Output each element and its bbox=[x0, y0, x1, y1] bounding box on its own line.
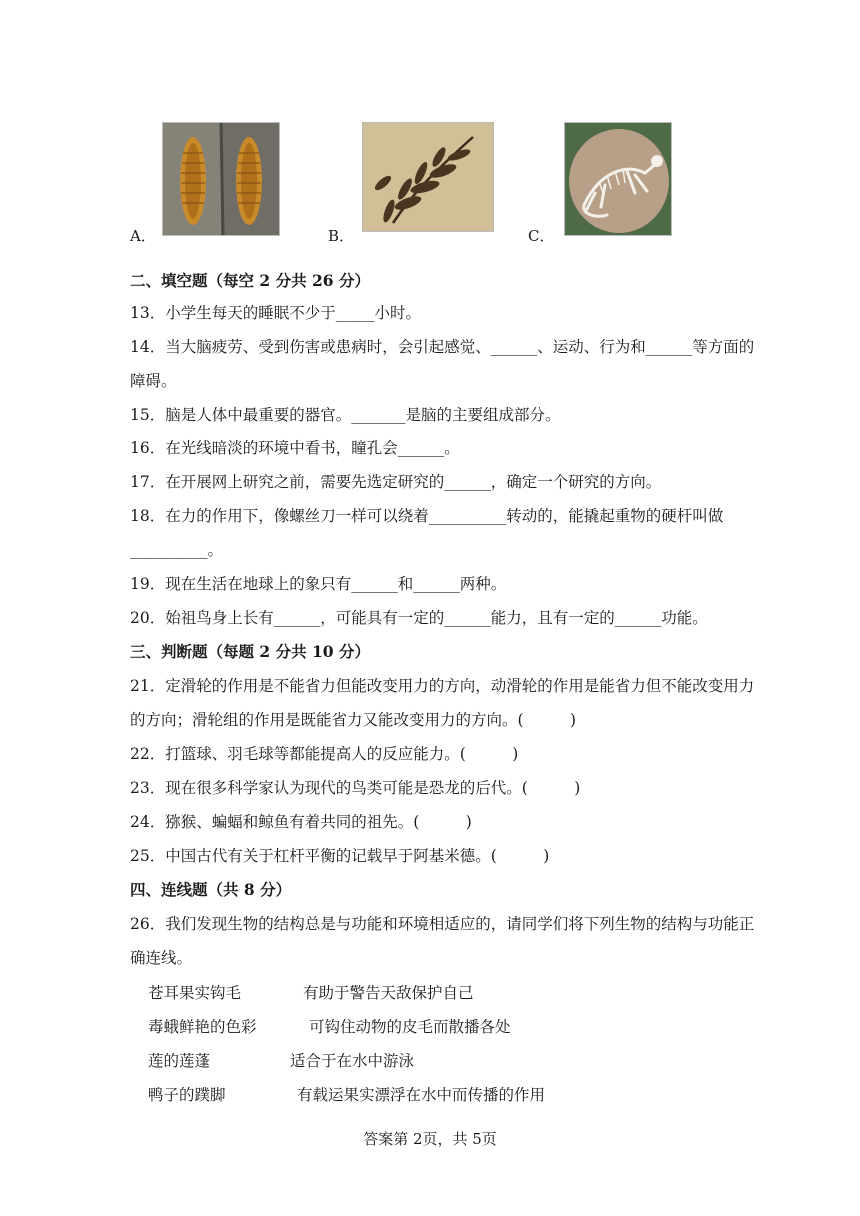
match-right-item: 有载运果实漂浮在水中而传播的作用 bbox=[297, 1086, 546, 1104]
question-17: 17．在开展网上研究之前，需要先选定研究的______，确定一个研究的方向。 bbox=[130, 473, 662, 491]
match-left-item: 毒蛾鲜艳的色彩 bbox=[148, 1018, 257, 1036]
question-16: 16．在光线暗淡的环境中看书，瞳孔会______。 bbox=[130, 439, 460, 457]
option-a bbox=[130, 118, 290, 248]
match-right-item: 有助于警告天敌保护自己 bbox=[303, 984, 474, 1002]
question-26-line2: 确连线。 bbox=[130, 949, 193, 967]
question-21-line1: 21．定滑轮的作用是不能省力但能改变用力的方向，动滑轮的作用是能省力但不能改变用力 bbox=[130, 677, 755, 695]
match-left-item: 苍耳果实钩毛 bbox=[148, 984, 242, 1002]
question-25: 25．中国古代有关于杠杆平衡的记载早于阿基米德。( ) bbox=[130, 847, 550, 865]
option-a-label: A． bbox=[130, 227, 156, 245]
question-20: 20．始祖鸟身上长有______，可能具有一定的______能力，且有一定的______功能。 bbox=[130, 609, 708, 627]
option-b-label: B． bbox=[328, 227, 355, 245]
fern-fossil-image bbox=[362, 122, 494, 232]
question-14-line1: 14．当大脑疲劳、受到伤害或患病时，会引起感觉、______、运动、行为和______等方面的 bbox=[130, 338, 755, 356]
section4-heading: 四、连线题（共 8 分） bbox=[130, 880, 292, 899]
match-right-item: 可钩住动物的皮毛而散播各处 bbox=[309, 1018, 511, 1036]
question-22: 22．打篮球、羽毛球等都能提高人的反应能力。( ) bbox=[130, 745, 519, 763]
section3-heading: 三、判断题（每题 2 分共 10 分） bbox=[130, 642, 370, 661]
question-14-line2: 障碍。 bbox=[130, 372, 177, 390]
option-b bbox=[328, 118, 528, 248]
question-23: 23．现在很多科学家认为现代的鸟类可能是恐龙的后代。( ) bbox=[130, 779, 581, 797]
page-footer: 答案第 2页，共 5页 bbox=[363, 1130, 497, 1148]
question-24: 24．猕猴、蝙蝠和鲸鱼有着共同的祖先。( ) bbox=[130, 813, 472, 831]
question-26-line1: 26．我们发现生物的结构总是与功能和环境相适应的，请同学们将下列生物的结构与功能正 bbox=[130, 915, 755, 933]
option-c bbox=[528, 118, 728, 248]
question-19: 19．现在生活在地球上的象只有______和______两种。 bbox=[130, 575, 507, 593]
question-18-line1: 18．在力的作用下，像螺丝刀一样可以绕着__________转动的，能撬起重物的硬杆叫做 bbox=[130, 507, 724, 525]
question-18-line2: __________。 bbox=[130, 541, 224, 559]
section2-heading: 二、填空题（每空 2 分共 26 分） bbox=[130, 271, 370, 290]
question-13: 13．小学生每天的睡眠不少于_____小时。 bbox=[130, 304, 421, 322]
question-21-line2: 的方向；滑轮组的作用是既能省力又能改变用力的方向。( ) bbox=[130, 711, 577, 729]
option-c-label: C． bbox=[528, 227, 555, 245]
match-left-item: 莲的莲蓬 bbox=[148, 1052, 211, 1070]
match-left-item: 鸭子的蹼脚 bbox=[148, 1086, 226, 1104]
dinosaur-fossil-image bbox=[564, 122, 672, 236]
fossil-options-row bbox=[130, 118, 730, 248]
match-right-item: 适合于在水中游泳 bbox=[290, 1052, 415, 1070]
question-15: 15．脑是人体中最重要的器官。_______是脑的主要组成部分。 bbox=[130, 406, 561, 424]
trilobite-fossil-image bbox=[162, 122, 280, 236]
